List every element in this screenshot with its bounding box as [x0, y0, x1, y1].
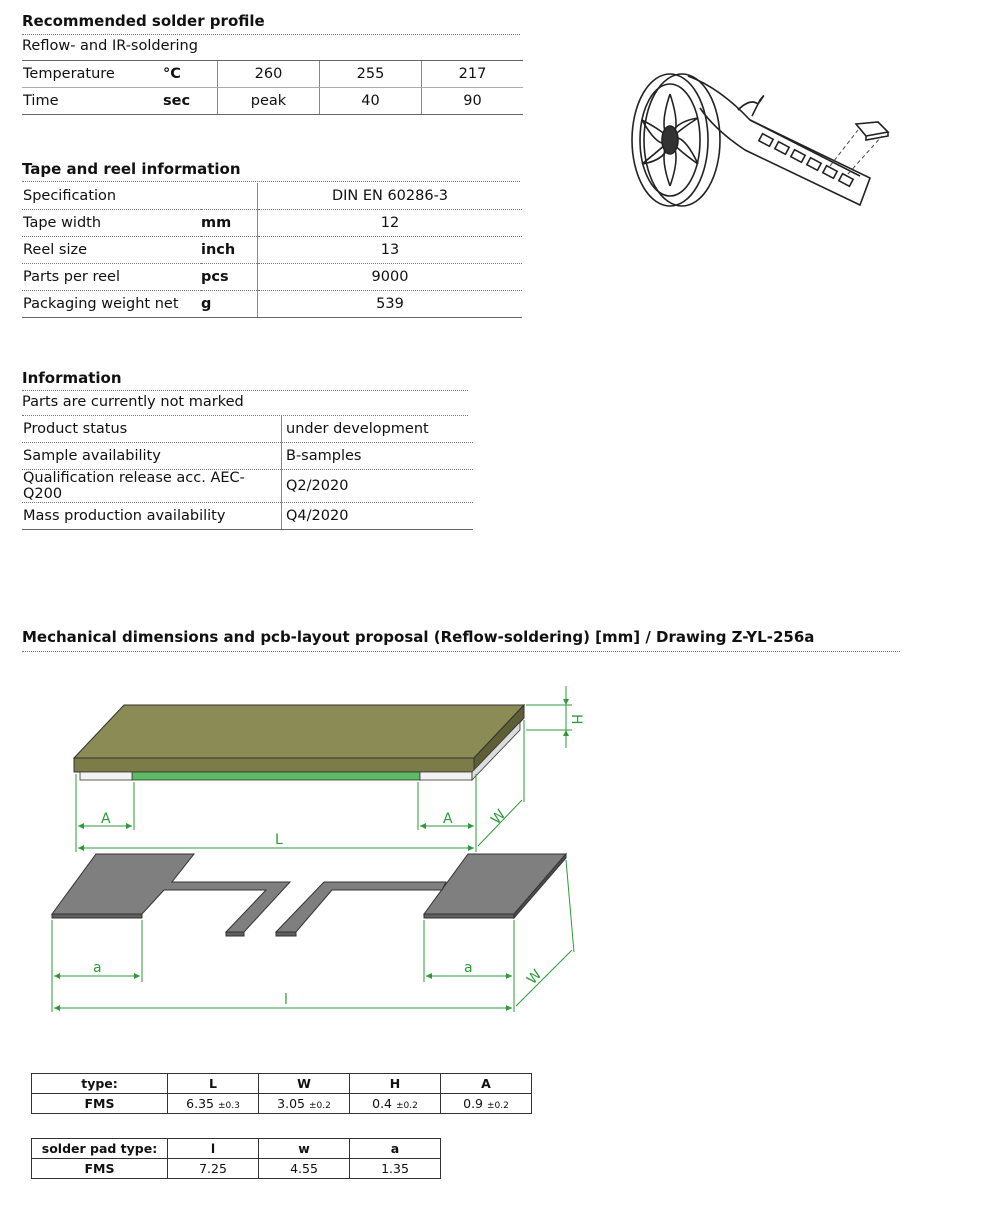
table-header: l: [168, 1139, 259, 1159]
information-table: [22, 416, 473, 530]
dimensions-table: [31, 1073, 532, 1114]
row-unit: sec: [163, 88, 218, 115]
table-cell: 539: [258, 291, 523, 318]
table-cell: 217: [422, 61, 524, 88]
solder-profile-subtitle: Reflow- and IR-soldering: [22, 38, 198, 54]
table-row: [22, 416, 473, 443]
table-row: [22, 210, 522, 237]
row-unit: [201, 183, 258, 210]
mechanical-title: Mechanical dimensions and pcb-layout proposal (Reflow-soldering) [mm] / Drawing Z-YL-256a: [22, 628, 815, 646]
table-cell: 260: [218, 61, 320, 88]
dim-label-a-right: a: [464, 960, 473, 976]
solder-pad-table: [31, 1138, 441, 1179]
dim-label-W: W: [488, 806, 510, 828]
table-header: type:: [32, 1074, 168, 1094]
row-unit: pcs: [201, 264, 258, 291]
tape-reel-table: [22, 183, 522, 318]
table-cell: Q2/2020: [282, 470, 474, 503]
row-label: Parts per reel: [22, 264, 201, 291]
table-row: [22, 291, 522, 318]
table-header-row: [32, 1139, 441, 1159]
table-cell: 255: [320, 61, 422, 88]
divider: [22, 34, 520, 35]
solder-profile-table: [22, 60, 523, 115]
table-header-row: [32, 1074, 532, 1094]
row-label: Specification: [22, 183, 201, 210]
table-cell: 7.25: [168, 1159, 259, 1179]
table-cell: peak: [218, 88, 320, 115]
table-cell: Q4/2020: [282, 503, 474, 530]
row-label: Tape width: [22, 210, 201, 237]
table-row: [22, 470, 473, 503]
table-row: [22, 88, 523, 115]
table-cell: FMS: [32, 1159, 168, 1179]
table-row: [22, 183, 522, 210]
table-cell: DIN EN 60286-3: [258, 183, 523, 210]
table-row: [32, 1094, 532, 1114]
tape-reel-illustration: [620, 60, 900, 230]
table-cell: 90: [422, 88, 524, 115]
table-header: solder pad type:: [32, 1139, 168, 1159]
table-cell: 12: [258, 210, 523, 237]
row-label: Reel size: [22, 237, 201, 264]
dim-label-H: H: [568, 714, 584, 725]
table-header: a: [350, 1139, 441, 1159]
information-subtitle: Parts are currently not marked: [22, 394, 244, 410]
tape-reel-title: Tape and reel information: [22, 160, 241, 178]
table-cell: under development: [282, 416, 474, 443]
table-row: [22, 503, 473, 530]
dim-label-A-right: A: [443, 811, 453, 827]
table-cell: B-samples: [282, 443, 474, 470]
table-row: [22, 443, 473, 470]
table-cell: FMS: [32, 1094, 168, 1114]
divider: [22, 651, 900, 652]
table-cell: 0.4 ±0.2: [350, 1094, 441, 1114]
table-cell: 0.9 ±0.2: [441, 1094, 532, 1114]
row-label: Qualification release acc. AEC-Q200: [22, 470, 282, 503]
pcb-pad-layout: [52, 854, 566, 936]
table-row: [32, 1159, 441, 1179]
table-header: H: [350, 1074, 441, 1094]
mechanical-drawing: [0, 660, 620, 1030]
table-cell: 13: [258, 237, 523, 264]
dim-label-A-left: A: [101, 811, 111, 827]
row-label: Time: [22, 88, 163, 115]
dim-label-a-left: a: [93, 960, 102, 976]
row-label: Sample availability: [22, 443, 282, 470]
table-header: L: [168, 1074, 259, 1094]
table-cell: 3.05 ±0.2: [259, 1094, 350, 1114]
row-label: Packaging weight net: [22, 291, 201, 318]
row-unit: inch: [201, 237, 258, 264]
table-row: [22, 61, 523, 88]
table-header: w: [259, 1139, 350, 1159]
table-cell: 1.35: [350, 1159, 441, 1179]
table-cell: 4.55: [259, 1159, 350, 1179]
information-title: Information: [22, 369, 122, 387]
table-cell: 6.35 ±0.3: [168, 1094, 259, 1114]
dim-label-w: W: [524, 966, 546, 988]
row-unit: °C: [163, 61, 218, 88]
table-row: [22, 264, 522, 291]
table-row: [22, 237, 522, 264]
table-cell: 40: [320, 88, 422, 115]
dim-label-L: L: [275, 832, 283, 848]
divider: [22, 390, 468, 391]
row-label: Temperature: [22, 61, 163, 88]
row-label: Mass production availability: [22, 503, 282, 530]
resistor-body: [74, 705, 524, 780]
dim-label-l: l: [284, 992, 288, 1008]
table-cell: 9000: [258, 264, 523, 291]
row-label: Product status: [22, 416, 282, 443]
row-unit: mm: [201, 210, 258, 237]
table-header: W: [259, 1074, 350, 1094]
row-unit: g: [201, 291, 258, 318]
divider: [22, 181, 520, 182]
solder-profile-title: Recommended solder profile: [22, 12, 265, 30]
table-header: A: [441, 1074, 532, 1094]
